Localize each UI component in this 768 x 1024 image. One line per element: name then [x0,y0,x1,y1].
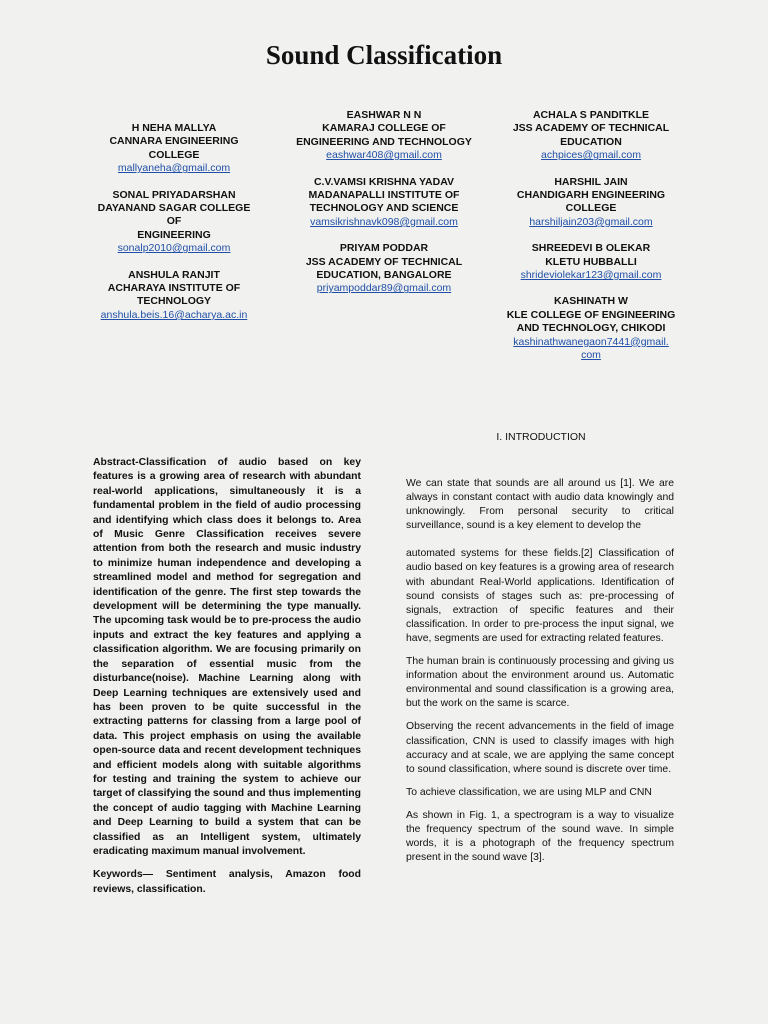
author-column-2 [296,109,472,309]
author-email-link[interactable]: kashinathwanegaon7441@gmail. com [513,335,669,362]
author-block [503,109,679,163]
author-block [296,242,472,296]
intro-paragraph: Observing the recent advancements in the field of image classification, CNN is used to classify images with high accuracy and at scale, we are applying the same concept to sound classification, where sound is discrete over time. [406,721,674,775]
author-name: SONAL PRIYADARSHAN [112,188,236,201]
author-name: ANSHULA RANJIT [128,268,220,281]
author-name: H NEHA MALLYA [131,122,217,134]
author-affiliation: MADANAPALLI INSTITUTE OF [308,189,460,202]
author-affiliation: KLETU HUBBALLI [545,255,637,268]
abstract-column [93,456,361,906]
author-email-link[interactable]: mallyaneha@gmail.com [117,162,231,175]
author-block [503,242,679,282]
author-block [95,189,253,256]
author-block [503,295,679,362]
author-affiliation: ACHARAYA INSTITUTE OF [107,282,241,295]
author-affiliation: EDUCATION, BANGALORE [316,269,452,282]
author-affiliation: DAYANAND SAGAR COLLEGE OF [97,202,251,228]
author-email-link[interactable]: priyampoddar89@gmail.com [316,282,452,295]
author-affiliation: CHANDIGARH ENGINEERING [516,189,666,202]
author-name: KASHINATH W [554,295,628,308]
intro-paragraph: To achieve classification, we are using MLP and CNN [406,786,652,798]
author-affiliation: JSS ACADEMY OF TECHNICAL [305,255,463,268]
author-affiliation: JSS ACADEMY OF TECHNICAL [512,122,670,135]
author-column-1 [95,122,253,335]
author-affiliation: COLLEGE [565,202,617,215]
author-email-link[interactable]: achpices@gmail.com [541,149,641,162]
author-affiliation: KLE COLLEGE OF ENGINEERING [506,308,676,321]
author-affiliation: EDUCATION [560,135,622,148]
author-email-link[interactable]: vamsikrishnavk098@gmail.com [310,215,458,228]
author-affiliation: CANNARA ENGINEERING [109,135,239,148]
keywords-text: Keywords— Sentiment analysis, Amazon food reviews, classification. [93,869,361,895]
author-block [503,176,679,230]
author-name: PRIYAM PODDAR [339,242,429,255]
author-email-link[interactable]: anshula.beis.16@acharya.ac.in [100,308,248,321]
author-affiliation: KAMARAJ COLLEGE OF [322,122,446,135]
author-affiliation: TECHNOLOGY AND SCIENCE [309,202,459,215]
author-affiliation: TECHNOLOGY [136,295,212,308]
author-affiliation: ENGINEERING AND TECHNOLOGY [296,135,472,148]
section-heading-introduction: I. INTRODUCTION [496,431,586,443]
author-name: HARSHIL JAIN [554,175,628,188]
introduction-column [406,477,674,874]
author-name: EASHWAR N N [346,109,422,121]
intro-paragraph: automated systems for these fields.[2] Classification of audio based on key features is a growing area of research with abundant Real-World applications. Identification of sound consists of stages such as: pre-processing of signals, extraction of specific features and their classification. In order to pre-process the input signal, we have, segments are used for extracting related features. [406,548,674,644]
intro-paragraph: As shown in Fig. 1, a spectrogram is a way to visualize the frequency spectrum of the sound wave. In simple words, it is a photograph of the frequency spectrum present in the sound wave [3]. [406,809,674,864]
abstract-text: Abstract-Classification of audio based on key features is a growing area of research with abundant real-world applications, simultaneously it is a fundamental problem in the field of audio processing and identifying which class does it belongs to. Area of Music Genre Classification receives severe attention from both the research and music industry to minimize human independence and developing a streamlined model and method for segregation and identification of the genre. The first step towards the development will be determining the type manually. The upcoming task would be to pre-process the audio inputs and extract the key features and applying a classification algorithm. We are focusing primarily on the separation of essential music from the disturbance(noise). Machine Learning along with Deep Learning techniques are extensively used and has been proven to be quite successful in the extracting patterns for classing from a large pool of data. This project emphasis on using the available open-source data and recent development techniques and efficient models along with suitable algorithms for testing and training the system to achieve our target of classifying the sound and thus implementing the concept of audio tagging with Machine Learning and Deep Learning to build a system that can be classified as an Intelligent system, ultimately eradicating maximum manual involvement. [93,457,361,857]
author-block [296,109,472,163]
intro-paragraph: We can state that sounds are all around us [1]. We are always in constant contact with audio data knowingly and unknowingly. From personal security to critical surveillance, sound is a key element to develop the [406,478,674,532]
author-block [95,122,253,176]
author-affiliation: ENGINEERING [137,228,211,241]
author-affiliation: AND TECHNOLOGY, CHIKODI [516,322,666,335]
author-affiliation: COLLEGE [148,148,200,161]
author-name: SHREEDEVI B OLEKAR [531,242,651,255]
author-block [95,269,253,323]
author-email-link[interactable]: sonalp2010@gmail.com [117,242,231,255]
author-name: ACHALA S PANDITKLE [532,109,650,121]
intro-paragraph: The human brain is continuously processing and giving us information about the environment around us. Automatic environmental and sound classification is a growing area, but the work on the same is scarce. [406,656,674,710]
author-name: C.V.VAMSI KRISHNA YADAV [313,175,455,188]
author-block [296,176,472,230]
author-email-link[interactable]: harshiljain203@gmail.com [529,215,653,228]
author-email-link[interactable]: shrideviolekar123@gmail.com [520,269,662,282]
author-email-link[interactable]: eashwar408@gmail.com [326,149,442,162]
author-column-3 [503,109,679,376]
paper-title: Sound Classification [265,40,503,70]
